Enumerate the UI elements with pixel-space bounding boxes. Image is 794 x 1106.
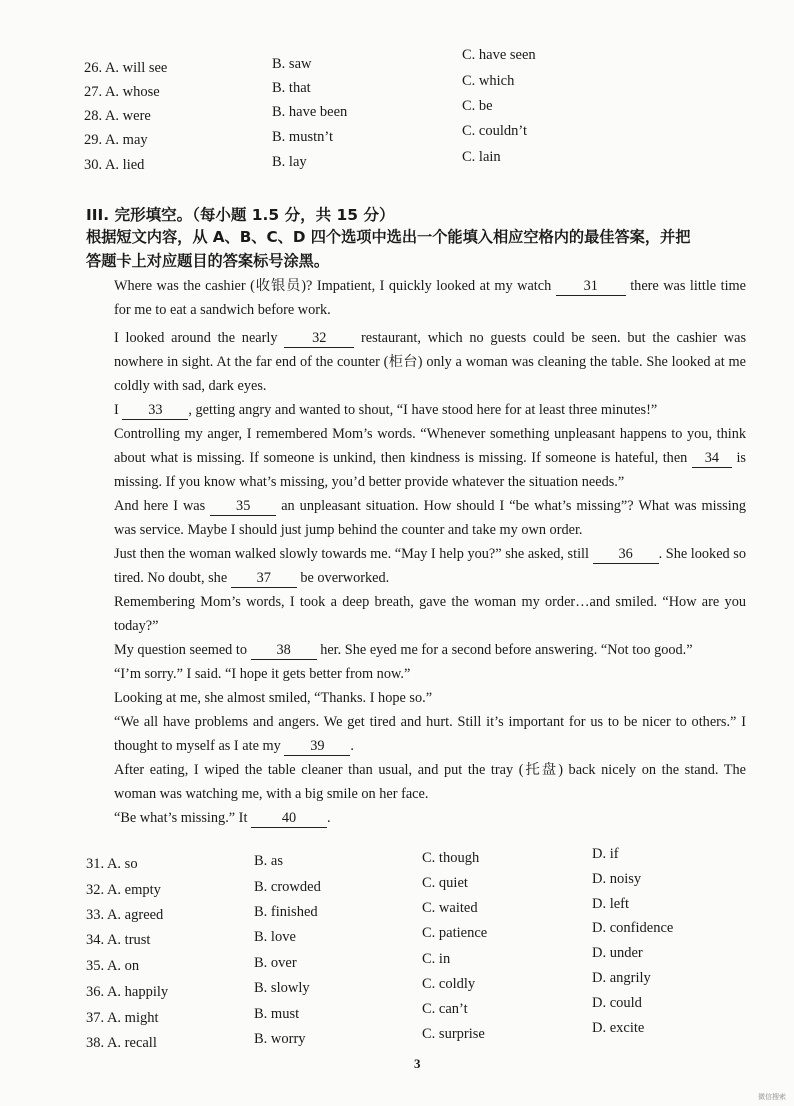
option-30a: 30. A. lied [84, 157, 145, 173]
option-33d: D. left [592, 896, 630, 912]
paragraph-1: Where was the cashier (收银员)? Impatient, I quickly looked at my watch 31 there was little time for me to eat a sandwich before work. [114, 278, 747, 318]
option-32a: 32. A. empty [86, 882, 161, 898]
section-instruction-line-2: 答题卡上对应题目的答案标号涂黑。 [86, 252, 329, 270]
section-instruction-line-1: 根据短文内容，从 A、B、C、D 四个选项中选出一个能填入相应空格内的最佳答案，并把 [86, 228, 691, 246]
paragraph-5: And here I was 35 an unpleasant situation. How should I “be what’s missing”? What was missing was service. Maybe I should just jump behind the counter and take my own order. [114, 498, 747, 538]
option-34c: C. patience [422, 925, 488, 941]
option-34d: D. confidence [592, 920, 674, 936]
option-34a: 34. A. trust [86, 932, 151, 948]
option-28c: C. be [462, 98, 493, 114]
option-31c: C. though [422, 850, 480, 866]
option-35c: C. in [422, 951, 451, 967]
blank-39: 39 [284, 739, 350, 756]
paragraph-4: Controlling my anger, I remembered Mom’s words. “Whenever something unpleasant happens to you, think about what is missing. If someone is unkind, then kindness is missing. If someone is hateful, then 34 is missing. If you know what’s missing, you’d better provide whatever the situation needs.” [114, 426, 746, 490]
option-31b: B. as [254, 853, 283, 869]
option-37c: C. can’t [422, 1001, 468, 1017]
option-36a: 36. A. happily [86, 984, 169, 1000]
paragraph-12: After eating, I wiped the table cleaner than usual, and put the tray (托盘) back nicely on the stand. The woman was watching me, with a big smile on her face. [114, 762, 746, 802]
blank-35: 35 [210, 499, 276, 516]
blank-40: 40 [251, 811, 327, 828]
option-26c: C. have seen [462, 47, 536, 63]
option-36c: C. coldly [422, 976, 476, 992]
option-26a: 26. A. will see [84, 60, 168, 76]
option-38d: D. excite [592, 1020, 645, 1036]
option-29c: C. couldn’t [462, 123, 527, 139]
option-38a: 38. A. recall [86, 1035, 157, 1051]
option-28a: 28. A. were [84, 108, 151, 124]
blank-34: 34 [692, 451, 732, 468]
option-26b: B. saw [272, 56, 312, 72]
option-29b: B. mustn’t [272, 129, 333, 145]
option-27a: 27. A. whose [84, 84, 160, 100]
option-31d: D. if [592, 846, 619, 862]
option-36d: D. angrily [592, 970, 651, 986]
option-28b: B. have been [272, 104, 348, 120]
section-title: III. 完形填空。（每小题 1.5 分，共 15 分） [86, 206, 395, 224]
option-38c: C. surprise [422, 1026, 485, 1042]
paragraph-2: I looked around the nearly 32 restaurant, which no guests could be seen. but the cashier was nowhere in sight. At the far end of the counter (柜台) only a woman was cleaning the table. She looked at me coldly with sad, dark eyes. [114, 330, 747, 394]
option-37b: B. must [254, 1006, 300, 1022]
option-33b: B. finished [254, 904, 318, 920]
paragraph-8: My question seemed to 38 her. She eyed me for a second before answering. “Not too good.” [114, 642, 693, 658]
blank-31: 31 [556, 279, 626, 296]
option-33a: 33. A. agreed [86, 907, 164, 923]
option-33c: C. waited [422, 900, 478, 916]
page-number: 3 [414, 1056, 421, 1071]
blank-36: 36 [593, 547, 659, 564]
option-32c: C. quiet [422, 875, 468, 891]
paragraph-3: I 33 , getting angry and wanted to shout, “I have stood here for at least three minutes!” [114, 402, 658, 418]
blank-32: 32 [284, 331, 354, 348]
option-27b: B. that [272, 80, 311, 96]
option-36b: B. slowly [254, 980, 310, 996]
blank-38: 38 [251, 643, 317, 660]
option-32d: D. noisy [592, 871, 642, 887]
option-35a: 35. A. on [86, 958, 140, 974]
option-32b: B. crowded [254, 879, 321, 895]
watermark-stamp: 微信搜索 [758, 1093, 786, 1101]
paragraph-9: “I’m sorry.” I said. “I hope it gets better from now.” [114, 666, 411, 682]
paragraph-11: “We all have problems and angers. We get tired and hurt. Still it’s important for us to be nicer to others.” I thought to myself as I ate my 39 . [114, 714, 746, 754]
option-37d: D. could [592, 995, 642, 1011]
option-27c: C. which [462, 73, 515, 89]
option-30b: B. lay [272, 154, 307, 170]
paragraph-10: Looking at me, she almost smiled, “Thanks. I hope so.” [114, 690, 433, 706]
option-35b: B. over [254, 955, 297, 971]
paragraph-13: “Be what’s missing.” It 40 . [114, 810, 331, 826]
option-29a: 29. A. may [84, 132, 148, 148]
blank-37: 37 [231, 571, 297, 588]
option-35d: D. under [592, 945, 643, 961]
option-37a: 37. A. might [86, 1010, 159, 1026]
option-38b: B. worry [254, 1031, 306, 1047]
paragraph-7: Remembering Mom’s words, I took a deep breath, gave the woman my order…and smiled. “How are you today?” [114, 594, 746, 634]
option-31a: 31. A. so [86, 856, 138, 872]
blank-33: 33 [122, 403, 188, 420]
paragraph-6: Just then the woman walked slowly towards me. “May I help you?” she asked, still 36 . She looked so tired. No doubt, she 37 be overworked. [114, 546, 746, 586]
option-30c: C. lain [462, 149, 501, 165]
option-34b: B. love [254, 929, 296, 945]
cloze-passage [86, 274, 746, 830]
